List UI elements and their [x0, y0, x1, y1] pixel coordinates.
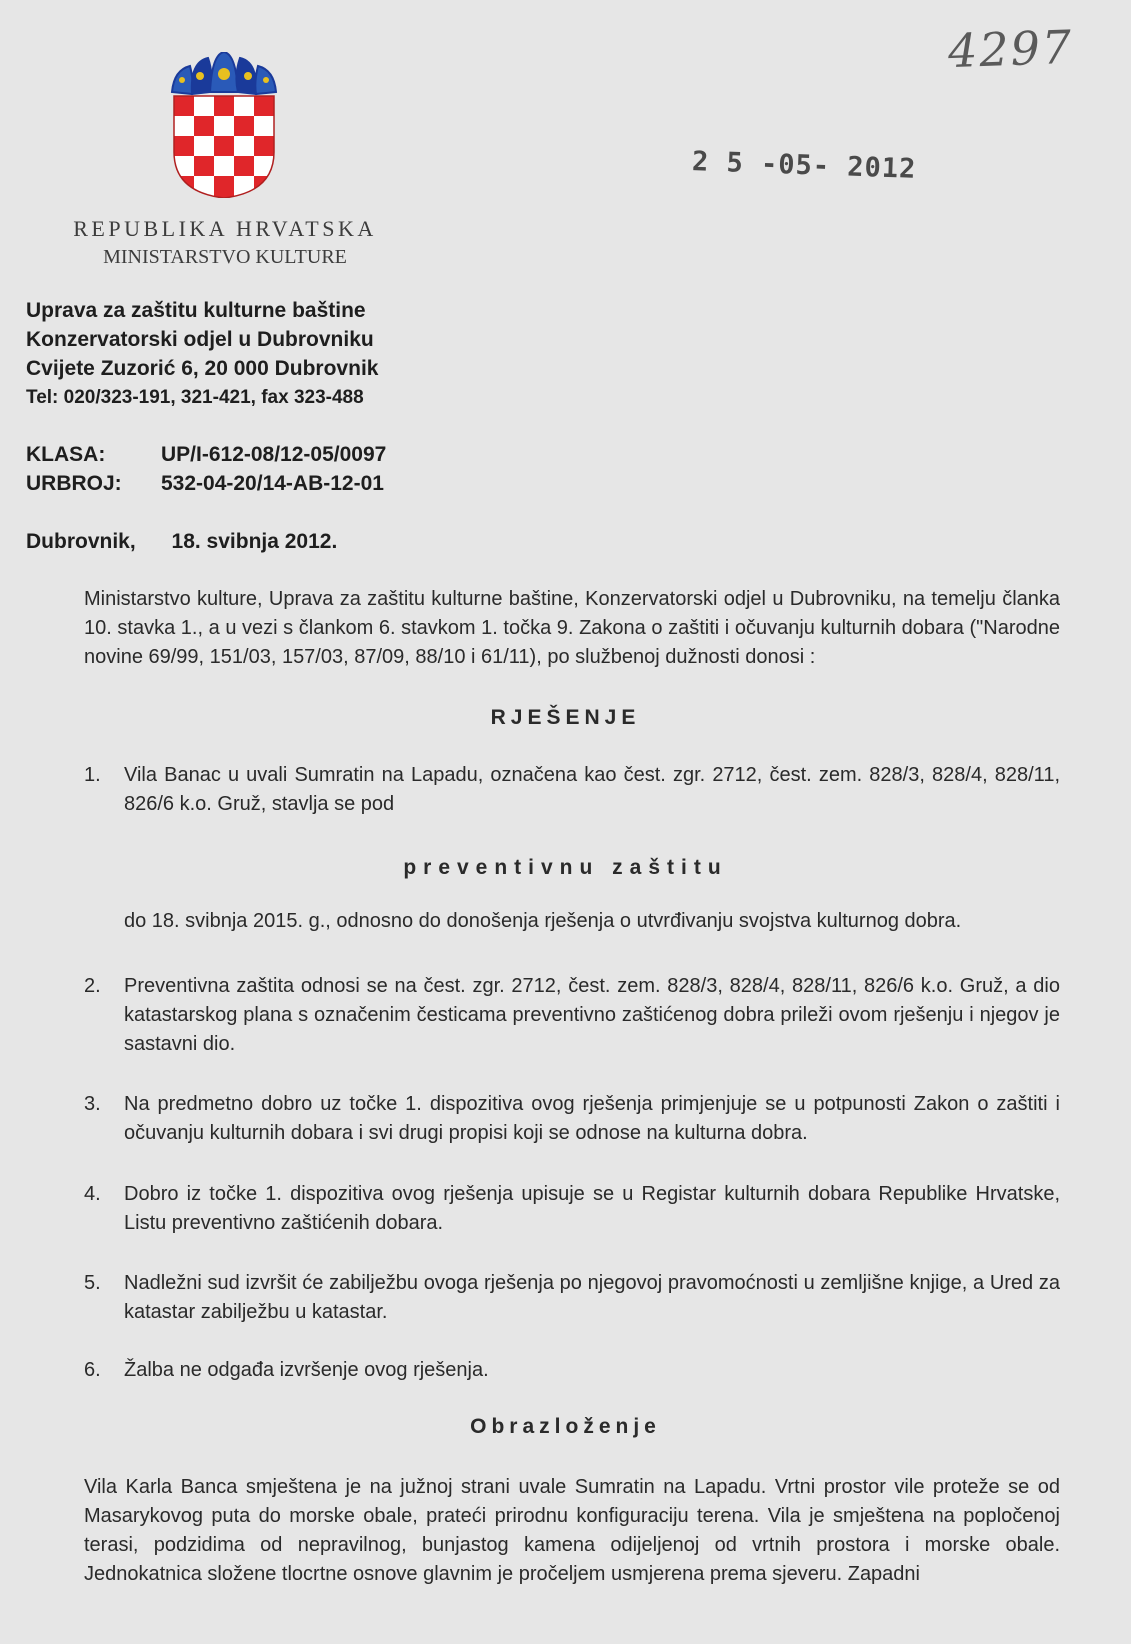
urbroj-value: 532-04-20/14-AB-12-01: [161, 472, 384, 495]
item-number: 4.: [84, 1183, 101, 1205]
reference-block: [26, 440, 386, 498]
preventive-heading: preventivnu zaštitu: [403, 856, 728, 879]
reasoning-heading: Obrazloženje: [470, 1415, 661, 1438]
reasoning-paragraph: Vila Karla Banca smještena je na južnoj strani uvale Sumratin na Lapadu. Vrtni prostor vile proteže se od Masarykovog puta do morske obale, prateći prirodnu konfiguraciju terena. Vila je smještena na popločenoj terasi, podzidima od nepravilnog, bunjastog kamena odijeljenoj od vrtnih prostora i morske obale. Jednokatnica složene tlocrtne osnove glavnim je pročeljem usmjerena prema sjeveru. Zapadni: [84, 1476, 1060, 1585]
office-address: [26, 296, 378, 412]
item-number: 1.: [84, 764, 101, 786]
office-line: Konzervatorski odjel u Dubrovniku: [26, 328, 374, 351]
item-text: Vila Banac u uvali Sumratin na Lapadu, označena kao čest. zgr. 2712, čest. zem. 828/3, 828/4, 828/11, 826/6 k.o. Gruž, stavlja se pod: [124, 764, 1060, 815]
list-item: [84, 1180, 1060, 1238]
item-text: Žalba ne odgađa izvršenje ovog rješenja.: [124, 1359, 489, 1381]
item-text: Preventivna zaštita odnosi se na čest. zgr. 2712, čest. zem. 828/3, 828/4, 828/11, 826/6 k.o. Gruž, a dio katastarskog plana s označenim česticama preventivno zaštićenog dobra prileži ovom rješenju i njegov je sastavni dio.: [124, 975, 1060, 1055]
list-item: [84, 972, 1060, 1059]
list-item: [84, 1090, 1060, 1148]
office-phone: Tel: 020/323-191, 321-421, fax 323-488: [26, 387, 364, 408]
urbroj-label: URBROJ:: [26, 472, 122, 495]
received-date-stamp: 2 5 -05- 2012: [691, 146, 917, 185]
until-text: do 18. svibnja 2015. g., odnosno do donošenja rješenja o utvrđivanju svojstva kulturnog dobra.: [124, 910, 962, 932]
handwritten-number: 4297: [947, 19, 1074, 79]
klasa-value: UP/I-612-08/12-05/0097: [161, 443, 387, 466]
dateline-date: 18. svibnja 2012.: [171, 530, 338, 553]
decision-heading: RJEŠENJE: [490, 706, 641, 729]
list-item: [84, 1269, 1060, 1327]
office-line: Uprava za zaštitu kulturne baštine: [26, 299, 366, 322]
office-line: Cvijete Zuzorić 6, 20 000 Dubrovnik: [26, 357, 379, 380]
item-number: 6.: [84, 1359, 101, 1381]
klasa-label: KLASA:: [26, 443, 106, 466]
item-text: Dobro iz točke 1. dispozitiva ovog rješenja upisuje se u Registar kulturnih dobara Republike Hrvatske, Listu preventivno zaštićenih dobara.: [124, 1183, 1060, 1234]
item-text: Na predmetno dobro uz točke 1. dispozitiva ovog rješenja primjenjuje se u potpunosti Zakon o zaštiti i očuvanju kulturnih dobara i svi drugi propisi koji se odnose na kulturna dobra.: [124, 1093, 1060, 1144]
item-number: 2.: [84, 975, 101, 997]
dateline: [26, 530, 337, 554]
item-text: Nadležni sud izvršit će zabilježbu ovoga rješenja po njegovoj pravomoćnosti u zemljišne knjige, a Ured za katastar zabilježbu u katastar.: [124, 1272, 1060, 1323]
list-item: [84, 1356, 1060, 1385]
item-number: 5.: [84, 1272, 101, 1294]
intro-paragraph: Ministarstvo kulture, Uprava za zaštitu kulturne baštine, Konzervatorski odjel u Dubrovniku, na temelju članka 10. stavka 1., a u vezi s člankom 6. stavkom 1. točka 9. Zakona o zaštiti i očuvanju kulturnih dobara ("Narodne novine 69/99, 151/03, 157/03, 87/09, 88/10 i 61/11), po službenoj dužnosti donosi :: [84, 588, 1060, 668]
list-item: [84, 761, 1060, 819]
republic-title: REPUBLIKA HRVATSKA: [73, 216, 377, 241]
dateline-place: Dubrovnik,: [26, 530, 136, 553]
item-number: 3.: [84, 1093, 101, 1115]
croatian-coat-of-arms-icon: [168, 52, 280, 198]
ministry-title: MINISTARSTVO KULTURE: [103, 246, 347, 268]
